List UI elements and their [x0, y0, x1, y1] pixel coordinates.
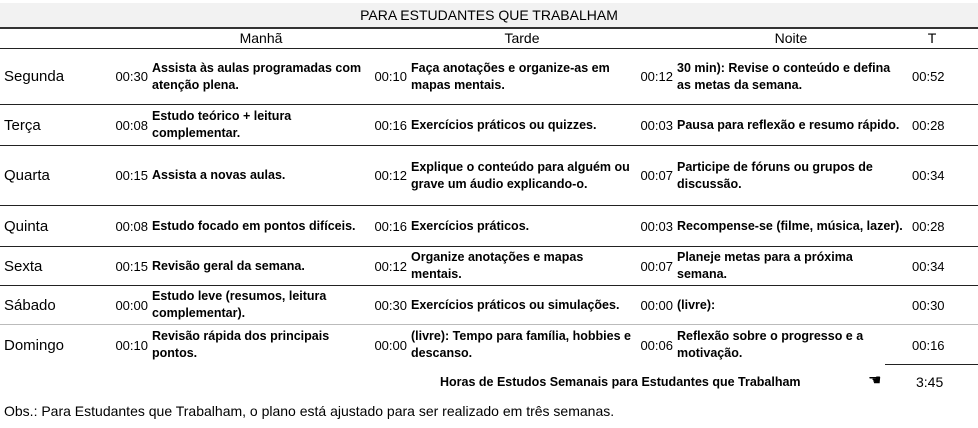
day-total: 00:28 — [912, 117, 945, 133]
afternoon-time: 00:00 — [374, 337, 407, 353]
day-total: 00:28 — [912, 218, 945, 234]
night-time: 00:06 — [640, 337, 673, 353]
morning-time: 00:08 — [115, 218, 148, 234]
day-total: 00:52 — [912, 69, 945, 84]
afternoon-time: 00:12 — [374, 258, 407, 274]
night-activity: Planeje metas para a próxima semana. — [677, 250, 853, 281]
afternoon-time: 00:30 — [374, 297, 407, 313]
day-total: 00:34 — [912, 168, 945, 183]
day-label: Segunda — [4, 68, 65, 85]
note: Obs.: Para Estudantes que Trabalham, o plano está ajustado para ser realizado em três semanas. — [4, 403, 615, 419]
morning-time: 00:08 — [115, 117, 148, 133]
weekly-hours-label: Horas de Estudos Semanais para Estudantes que Trabalham — [440, 375, 801, 389]
morning-activity: Estudo focado em pontos difíceis. — [152, 218, 356, 233]
day-total: 00:30 — [912, 297, 945, 313]
day-label: Quarta — [4, 167, 50, 184]
header-night: Noite — [774, 30, 808, 46]
afternoon-activity: Organize anotações e mapas mentais. — [411, 250, 584, 281]
night-activity: Pausa para reflexão e resumo rápido. — [677, 117, 900, 132]
schedule-table — [0, 49, 978, 365]
header-afternoon: Tarde — [504, 30, 540, 46]
afternoon-time: 00:16 — [374, 218, 407, 234]
header-total: T — [927, 30, 937, 46]
morning-activity: Estudo teórico + leitura complementar. — [152, 109, 292, 140]
morning-time: 00:15 — [115, 258, 148, 274]
morning-activity: Assista a novas aulas. — [152, 168, 286, 182]
night-activity: (livre): — [677, 297, 716, 312]
day-label: Sexta — [4, 257, 43, 275]
afternoon-activity: Explique o conteúdo para alguém ou grave um áudio explicando-o. — [411, 159, 630, 191]
afternoon-activity: (livre): Tempo para família, hobbies e descanso. — [411, 329, 631, 360]
night-time: 00:07 — [640, 258, 673, 274]
afternoon-time: 00:16 — [374, 117, 407, 133]
night-activity: Reflexão sobre o progresso e a motivação. — [677, 329, 864, 360]
morning-activity: Assista às aulas programadas com atenção plena. — [152, 60, 362, 92]
night-time: 00:00 — [640, 297, 673, 313]
night-time: 00:07 — [640, 168, 673, 183]
afternoon-time: 00:12 — [374, 168, 407, 183]
day-total: 00:16 — [912, 337, 945, 353]
afternoon-activity: Exercícios práticos ou simulações. — [411, 297, 620, 312]
night-activity: 30 min): Revise o conteúdo e defina as metas da semana. — [677, 60, 891, 92]
table-row — [0, 49, 978, 105]
morning-activity: Revisão geral da semana. — [152, 258, 305, 273]
afternoon-activity: Faça anotações e organize-as em mapas mentais. — [411, 60, 610, 92]
table-row — [0, 146, 978, 206]
header-morning: Manhã — [239, 30, 283, 46]
morning-activity: Revisão rápida dos principais pontos. — [152, 329, 330, 360]
table-row — [0, 105, 978, 146]
weekly-hours-total: 3:45 — [916, 374, 944, 390]
night-time: 00:03 — [640, 117, 673, 133]
morning-time: 00:00 — [115, 297, 148, 313]
table-row — [0, 206, 978, 247]
table-row — [0, 325, 978, 365]
afternoon-time: 00:10 — [374, 69, 407, 84]
day-label: Domingo — [4, 336, 65, 354]
pointing-hand-icon: ☚ — [868, 372, 882, 389]
table-title: PARA ESTUDANTES QUE TRABALHAM — [0, 3, 978, 29]
day-label: Terça — [4, 116, 41, 134]
morning-time: 00:10 — [115, 337, 148, 353]
night-time: 00:12 — [640, 69, 673, 84]
night-activity: Participe de fóruns ou grupos de discussão. — [677, 159, 873, 191]
day-label: Quinta — [4, 217, 49, 235]
night-activity: Recompense-se (filme, música, lazer). — [677, 218, 903, 233]
night-time: 00:03 — [640, 218, 673, 234]
morning-activity: Estudo leve (resumos, leitura complementar). — [152, 289, 327, 320]
day-total: 00:34 — [912, 258, 945, 274]
afternoon-activity: Exercícios práticos ou quizzes. — [411, 117, 597, 132]
morning-time: 00:30 — [115, 69, 148, 84]
table-row — [0, 286, 978, 325]
morning-time: 00:15 — [115, 168, 148, 183]
table-row — [0, 247, 978, 286]
afternoon-activity: Exercícios práticos. — [411, 218, 530, 233]
day-label: Sábado — [4, 296, 56, 314]
